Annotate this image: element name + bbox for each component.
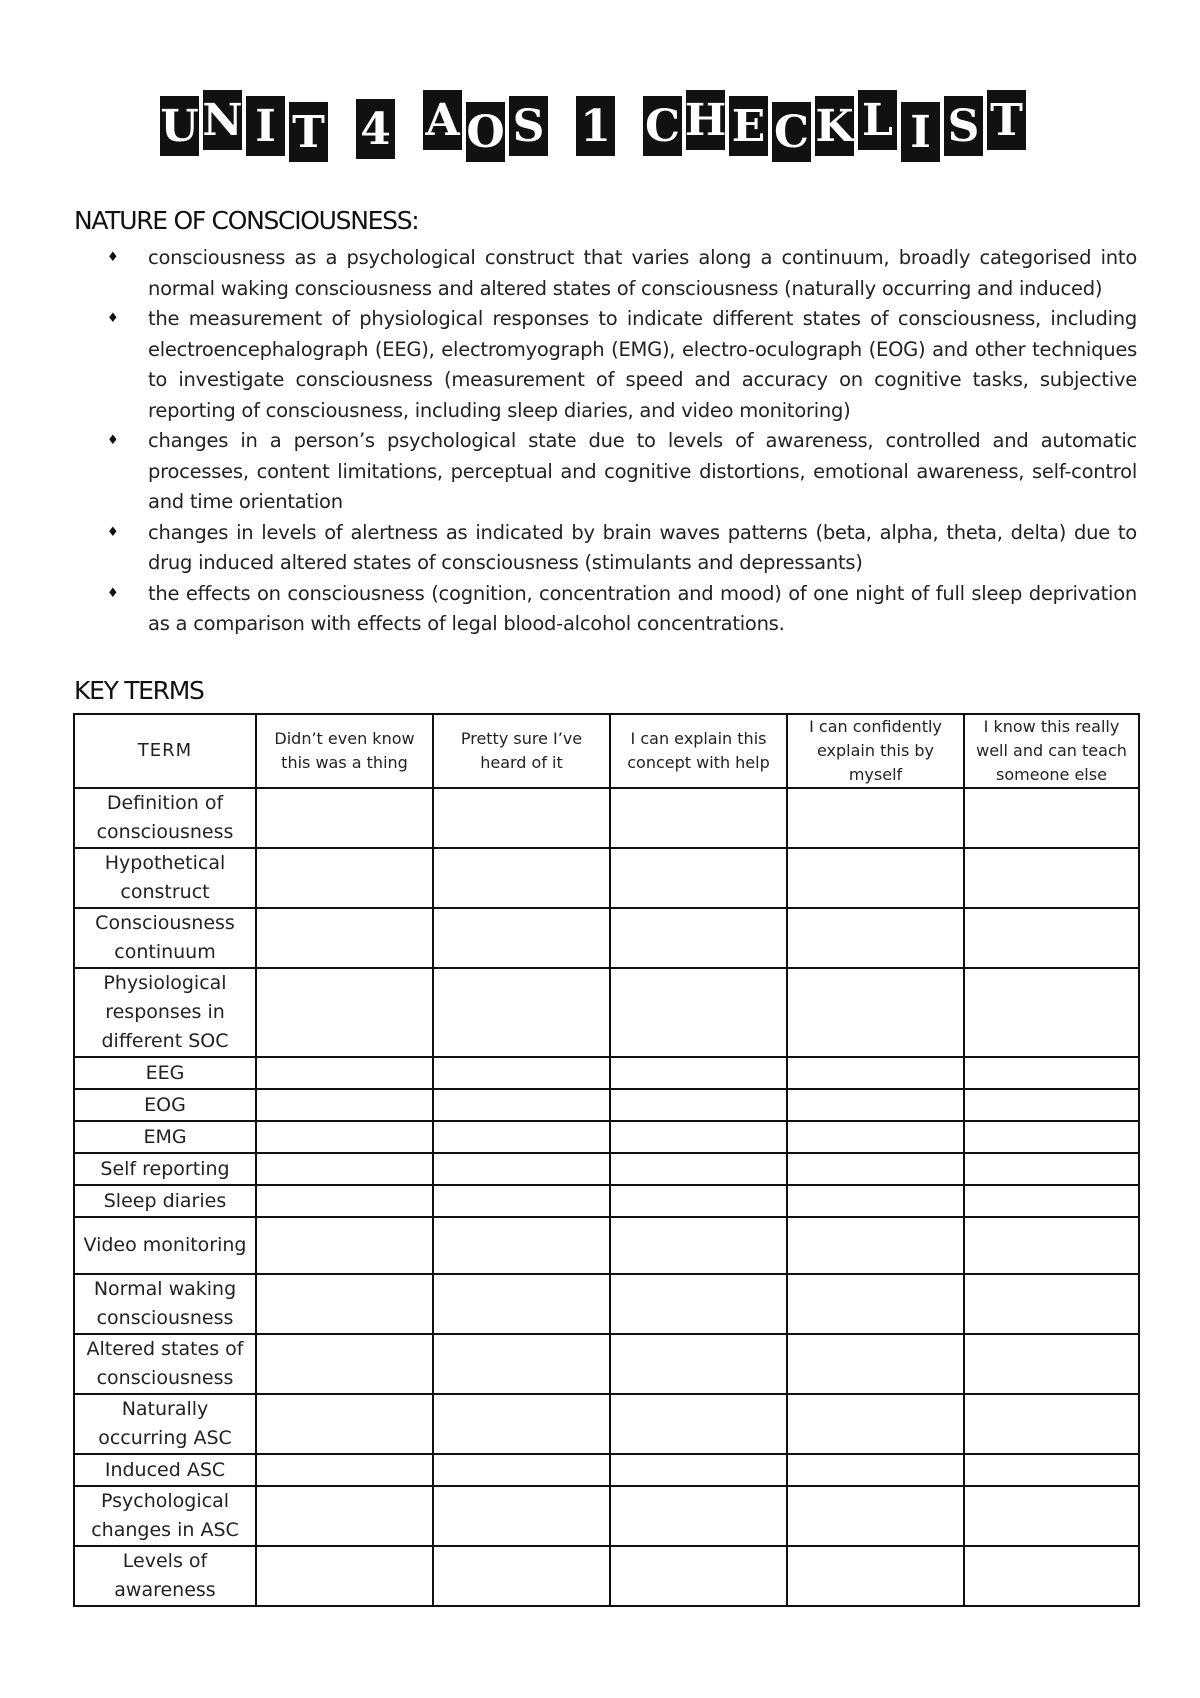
rating-cell[interactable] <box>433 968 610 1057</box>
rating-cell[interactable] <box>610 788 787 848</box>
table-row <box>74 1089 1139 1121</box>
term-cell: Self reporting <box>74 1153 256 1185</box>
term-cell: Hypothetical construct <box>74 848 256 908</box>
rating-cell[interactable] <box>787 1185 964 1217</box>
term-cell: Psychological changes in ASC <box>74 1486 256 1546</box>
rating-cell[interactable] <box>433 1546 610 1606</box>
rating-cell[interactable] <box>964 1274 1139 1334</box>
rating-cell[interactable] <box>256 1486 433 1546</box>
rating-cell[interactable] <box>787 908 964 968</box>
table-row <box>74 1454 1139 1486</box>
title-letter: C <box>772 102 811 162</box>
rating-cell[interactable] <box>610 1274 787 1334</box>
table-row <box>74 1394 1139 1454</box>
rating-cell[interactable] <box>964 1153 1139 1185</box>
rating-cell[interactable] <box>610 1121 787 1153</box>
rating-cell[interactable] <box>787 1153 964 1185</box>
rating-column-header: I know this really well and can teach someone else <box>964 714 1139 788</box>
rating-column-header: I can confidently explain this by myself <box>787 714 964 788</box>
rating-cell[interactable] <box>787 1334 964 1394</box>
rating-cell[interactable] <box>964 848 1139 908</box>
term-cell: Physiological responses in different SOC <box>74 968 256 1057</box>
table-row <box>74 968 1139 1057</box>
rating-cell[interactable] <box>787 1121 964 1153</box>
rating-cell[interactable] <box>964 968 1139 1057</box>
title-letter: C <box>643 96 682 156</box>
table-row <box>74 1334 1139 1394</box>
rating-cell[interactable] <box>787 848 964 908</box>
title-letter: S <box>509 96 548 156</box>
objective-item: ♦ changes in a person’s psychological state due to levels of awareness, controlled and automatic processes, content limitations, perceptual and cognitive distortions, emotional awareness, self-control and time orientation <box>107 426 1137 518</box>
rating-cell[interactable] <box>610 848 787 908</box>
rating-cell[interactable] <box>256 848 433 908</box>
title-letter: O <box>466 102 505 162</box>
rating-cell[interactable] <box>433 1217 610 1274</box>
term-cell: Induced ASC <box>74 1454 256 1486</box>
rating-cell[interactable] <box>433 1454 610 1486</box>
rating-cell[interactable] <box>256 1274 433 1334</box>
rating-cell[interactable] <box>433 788 610 848</box>
rating-cell[interactable] <box>787 1057 964 1089</box>
rating-cell[interactable] <box>964 1089 1139 1121</box>
rating-cell[interactable] <box>610 1394 787 1454</box>
table-row <box>74 1486 1139 1546</box>
rating-cell[interactable] <box>433 1394 610 1454</box>
title-letter: 1 <box>576 96 615 156</box>
rating-cell[interactable] <box>256 1185 433 1217</box>
objective-item: ♦ changes in levels of alertness as indicated by brain waves patterns (beta, alpha, theta, delta) due to drug induced altered states of consciousness (stimulants and depressants) <box>107 518 1137 579</box>
nature-of-consciousness-heading: NATURE OF CONSCIOUSNESS: <box>74 206 419 235</box>
title-letter: 4 <box>356 99 395 159</box>
table-row <box>74 1185 1139 1217</box>
rating-cell[interactable] <box>964 788 1139 848</box>
rating-cell[interactable] <box>787 1454 964 1486</box>
rating-cell[interactable] <box>610 1486 787 1546</box>
rating-cell[interactable] <box>787 1394 964 1454</box>
rating-cell[interactable] <box>787 1546 964 1606</box>
key-terms-table <box>73 713 1140 1607</box>
rating-cell[interactable] <box>256 1057 433 1089</box>
table-row <box>74 1057 1139 1089</box>
rating-cell[interactable] <box>964 1185 1139 1217</box>
table-header-row <box>74 714 1139 788</box>
rating-cell[interactable] <box>433 1121 610 1153</box>
rating-cell[interactable] <box>964 1121 1139 1153</box>
term-cell: Normal waking consciousness <box>74 1274 256 1334</box>
title-letter: E <box>729 96 768 156</box>
term-cell: Video monitoring <box>74 1217 256 1274</box>
rating-cell[interactable] <box>433 1153 610 1185</box>
rating-cell[interactable] <box>256 1546 433 1606</box>
term-cell: Consciousness continuum <box>74 908 256 968</box>
rating-cell[interactable] <box>433 1334 610 1394</box>
rating-cell[interactable] <box>610 1153 787 1185</box>
term-cell: EMG <box>74 1121 256 1153</box>
title-letter: N <box>203 90 242 150</box>
term-cell: Sleep diaries <box>74 1185 256 1217</box>
rating-cell[interactable] <box>964 1334 1139 1394</box>
title-word <box>356 99 395 159</box>
rating-cell[interactable] <box>433 1089 610 1121</box>
rating-cell[interactable] <box>256 1089 433 1121</box>
rating-cell[interactable] <box>433 1057 610 1089</box>
rating-cell[interactable] <box>787 1089 964 1121</box>
term-cell: Naturally occurring ASC <box>74 1394 256 1454</box>
rating-cell[interactable] <box>610 1454 787 1486</box>
rating-cell[interactable] <box>787 968 964 1057</box>
title-letter: T <box>289 102 328 162</box>
title-letter: K <box>815 96 854 156</box>
rating-cell[interactable] <box>964 1394 1139 1454</box>
rating-cell[interactable] <box>610 1185 787 1217</box>
objective-item: ♦ the effects on consciousness (cognition, concentration and mood) of one night of full sleep deprivation as a comparison with effects of legal blood-alcohol concentrations. <box>107 579 1137 640</box>
rating-cell[interactable] <box>964 908 1139 968</box>
rating-cell[interactable] <box>610 1089 787 1121</box>
rating-cell[interactable] <box>256 1217 433 1274</box>
table-row <box>74 788 1139 848</box>
rating-cell[interactable] <box>610 1057 787 1089</box>
term-cell: Levels of awareness <box>74 1546 256 1606</box>
rating-cell[interactable] <box>433 848 610 908</box>
table-row <box>74 848 1139 908</box>
key-terms-heading: KEY TERMS <box>74 676 204 705</box>
objective-item: ♦ the measurement of physiological responses to indicate different states of consciousness, including electroencephalograph (EEG), electromyograph (EMG), electro-oculograph (EOG) and other techniques to investigate consciousness (measurement of speed and accuracy on cognitive tasks, subjective reporting of consciousness, including sleep diaries, and video monitoring) <box>107 304 1137 426</box>
table-row <box>74 1274 1139 1334</box>
rating-cell[interactable] <box>787 1217 964 1274</box>
rating-cell[interactable] <box>964 1546 1139 1606</box>
rating-cell[interactable] <box>433 1274 610 1334</box>
rating-cell[interactable] <box>433 908 610 968</box>
rating-cell[interactable] <box>787 1274 964 1334</box>
rating-cell[interactable] <box>787 788 964 848</box>
term-cell: EEG <box>74 1057 256 1089</box>
rating-cell[interactable] <box>964 1486 1139 1546</box>
rating-cell[interactable] <box>256 908 433 968</box>
objective-item: ♦ consciousness as a psychological construct that varies along a continuum, broadly categorised into normal waking consciousness and altered states of consciousness (naturally occurring and induced) <box>107 243 1137 304</box>
rating-cell[interactable] <box>787 1486 964 1546</box>
rating-cell[interactable] <box>256 1334 433 1394</box>
rating-cell[interactable] <box>256 1394 433 1454</box>
table-row <box>74 1121 1139 1153</box>
rating-cell[interactable] <box>610 1334 787 1394</box>
rating-cell[interactable] <box>610 1546 787 1606</box>
title-letter: S <box>944 96 983 156</box>
table-row <box>74 908 1139 968</box>
title-letter: A <box>423 90 462 150</box>
title-word <box>643 96 1026 162</box>
term-cell: Definition of consciousness <box>74 788 256 848</box>
rating-cell[interactable] <box>256 1454 433 1486</box>
rating-column-header: I can explain this concept with help <box>610 714 787 788</box>
rating-cell[interactable] <box>256 1153 433 1185</box>
term-column-header: TERM <box>74 714 256 788</box>
rating-cell[interactable] <box>433 1185 610 1217</box>
title-word <box>423 96 548 162</box>
rating-cell[interactable] <box>256 968 433 1057</box>
title-letter: I <box>901 102 940 162</box>
rating-cell[interactable] <box>433 1486 610 1546</box>
table-row <box>74 1546 1139 1606</box>
rating-column-header: Pretty sure I’ve heard of it <box>433 714 610 788</box>
term-cell: Altered states of consciousness <box>74 1334 256 1394</box>
rating-cell[interactable] <box>964 1057 1139 1089</box>
title-letter: U <box>160 96 199 156</box>
title-letter: L <box>858 90 897 150</box>
title-letter: T <box>987 90 1026 150</box>
rating-cell[interactable] <box>256 788 433 848</box>
rating-cell[interactable] <box>610 908 787 968</box>
table-row <box>74 1217 1139 1274</box>
title-letter: H <box>686 90 725 150</box>
table-row <box>74 1153 1139 1185</box>
rating-cell[interactable] <box>964 1454 1139 1486</box>
title-word <box>576 102 615 156</box>
rating-cell[interactable] <box>964 1217 1139 1274</box>
rating-cell[interactable] <box>610 1217 787 1274</box>
term-cell: EOG <box>74 1089 256 1121</box>
page-title <box>0 96 1200 162</box>
rating-cell[interactable] <box>610 968 787 1057</box>
title-letter: I <box>246 96 285 156</box>
objectives-list <box>107 243 1137 640</box>
title-word <box>160 96 328 162</box>
rating-column-header: Didn’t even know this was a thing <box>256 714 433 788</box>
rating-cell[interactable] <box>256 1121 433 1153</box>
